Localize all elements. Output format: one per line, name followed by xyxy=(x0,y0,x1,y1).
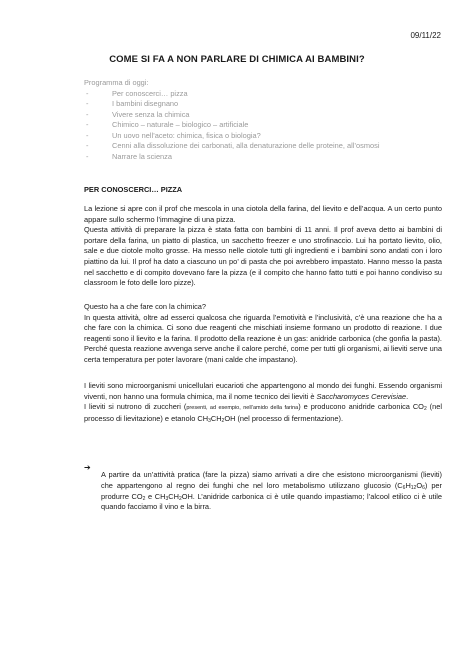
program-item: - Per conoscerci… pizza xyxy=(84,89,444,100)
text-span: ) per produrre CO xyxy=(101,480,442,501)
text-span: I lieviti sono microorganismi unicellulari eucarioti che appartengono al mondo dei funghi. Essendo organismi viventi, non hanno una formula chimica, ma il nome tecnico dei lieviti è xyxy=(84,381,442,401)
paragraph-chemistry xyxy=(84,302,442,366)
paragraph-intro xyxy=(84,204,442,289)
text-span: OH. L’anidride carbonica ci è utile quando impastiamo; l’alcool etilico ci è utile quando facciamo il vino e la birra. xyxy=(101,491,442,512)
program-item: - Vivere senza la chimica xyxy=(84,110,444,121)
paragraph-text: In questa attività, oltre ad esserci qualcosa che riguarda l’emotività e l’inclusività, c’è una reazione che ha a che fare con la chimica. Ci sono due reagenti che mischiati insieme formano un prodotto di reazione. I due reagenti sono il lievito e la farina. Il prodotto della reazione è un gas: anidride carbonica (che gonfia la pasta). Perché questa reazione avvenga serve anche il calore perché, come per tutti gli organismi, ai lieviti serve una certa temperatura per poter lavorare (mani calde che impastano). xyxy=(84,312,442,364)
text-span: CH xyxy=(168,491,179,501)
program-item: - Cenni alla dissoluzione dei carbonati, alla denaturazione delle proteine, all’osmosi xyxy=(84,141,444,152)
text-span: (nel processo di lievitazione) e etanolo CH xyxy=(84,402,443,423)
arrow-right-icon: ➔ xyxy=(84,463,91,472)
subscript: 3 xyxy=(208,417,211,424)
paragraph-text: La lezione si apre con il prof che mescola in una ciotola della farina, del lievito e dell’acqua. A un certo punto appare sullo schermo l’immagine di una pizza. xyxy=(84,204,442,224)
document-date: 09/11/22 xyxy=(410,31,441,40)
subscript: 3 xyxy=(165,495,169,502)
program-item: - I bambini disegnano xyxy=(84,99,444,110)
paragraph-yeasts xyxy=(84,381,442,424)
section-title: PER CONOSCERCI… PIZZA xyxy=(84,185,183,194)
page-title: COME SI FA A NON PARLARE DI CHIMICA AI BAMBINI? xyxy=(109,54,365,65)
paragraph-text: Questa attività di preparare la pizza è stata fatta con bambini di 11 anni. Il prof aveva detto ai bambini di portare della farina, un piatto di plastica, un sacchetto freezer e uno strofinaccio. Lui ha portato lievito, olio, sale e due ciotole molto grosse. Ha messo nelle ciotole tutti gli ingredienti e i bambini sono andati con i loro piattino da lui. Il prof ha dato a ciascuno un po’ di pasta che poi avrebbero impastato. Hanno messo la pasta nel sacchetto e di compito dovevano fare la pizza (e il compito che hanno fatto tutti e poi hanno condiviso su classroom le foto delle loro pizze). xyxy=(84,225,442,288)
text-span: . xyxy=(406,391,409,401)
subscript: 12 xyxy=(410,484,417,491)
text-span: O xyxy=(416,480,423,490)
text-span: A partire da un’attività pratica (fare la pizza) siamo arrivati a dire che esistono microorganismi (lieviti) che appartengono al regno dei funghi che nel loro metabolismo utilizzano glucosio (C xyxy=(101,470,442,490)
subscript: 2 xyxy=(423,406,427,413)
program-item: - Chimico – naturale – biologico – artificiale xyxy=(84,120,444,131)
text-span: OH (nel processo di fermentazione). xyxy=(224,413,344,423)
program-item: - Un uovo nell’aceto: chimica, fisica o biologia? xyxy=(84,131,444,142)
subscript: 2 xyxy=(142,495,146,502)
text-span: e CH xyxy=(145,491,166,501)
text-span: ) e producono anidride carbonica CO xyxy=(298,402,424,412)
subscript: 2 xyxy=(178,495,182,502)
paragraph-text xyxy=(101,470,442,512)
text-span: CH xyxy=(210,413,222,423)
program-heading: Programma di oggi: xyxy=(84,78,149,87)
text-span: H xyxy=(405,480,411,490)
arrow-paragraph xyxy=(84,463,442,520)
small-note: presenti, ad esempio, nell’amido della farina xyxy=(186,405,299,412)
text-span: I lieviti si nutrono di zuccheri ( xyxy=(84,402,187,412)
paragraph-text xyxy=(84,381,442,402)
subscript: 6 xyxy=(402,484,406,491)
question-text: Questo ha a che fare con la chimica? xyxy=(84,302,207,311)
species-name: Saccharomyces Cerevisiae xyxy=(316,391,407,401)
subscript: 2 xyxy=(221,417,225,424)
subscript: 6 xyxy=(422,484,425,491)
paragraph-text xyxy=(84,402,442,424)
program-item: - Narrare la scienza xyxy=(84,152,444,163)
program-list xyxy=(84,78,444,162)
